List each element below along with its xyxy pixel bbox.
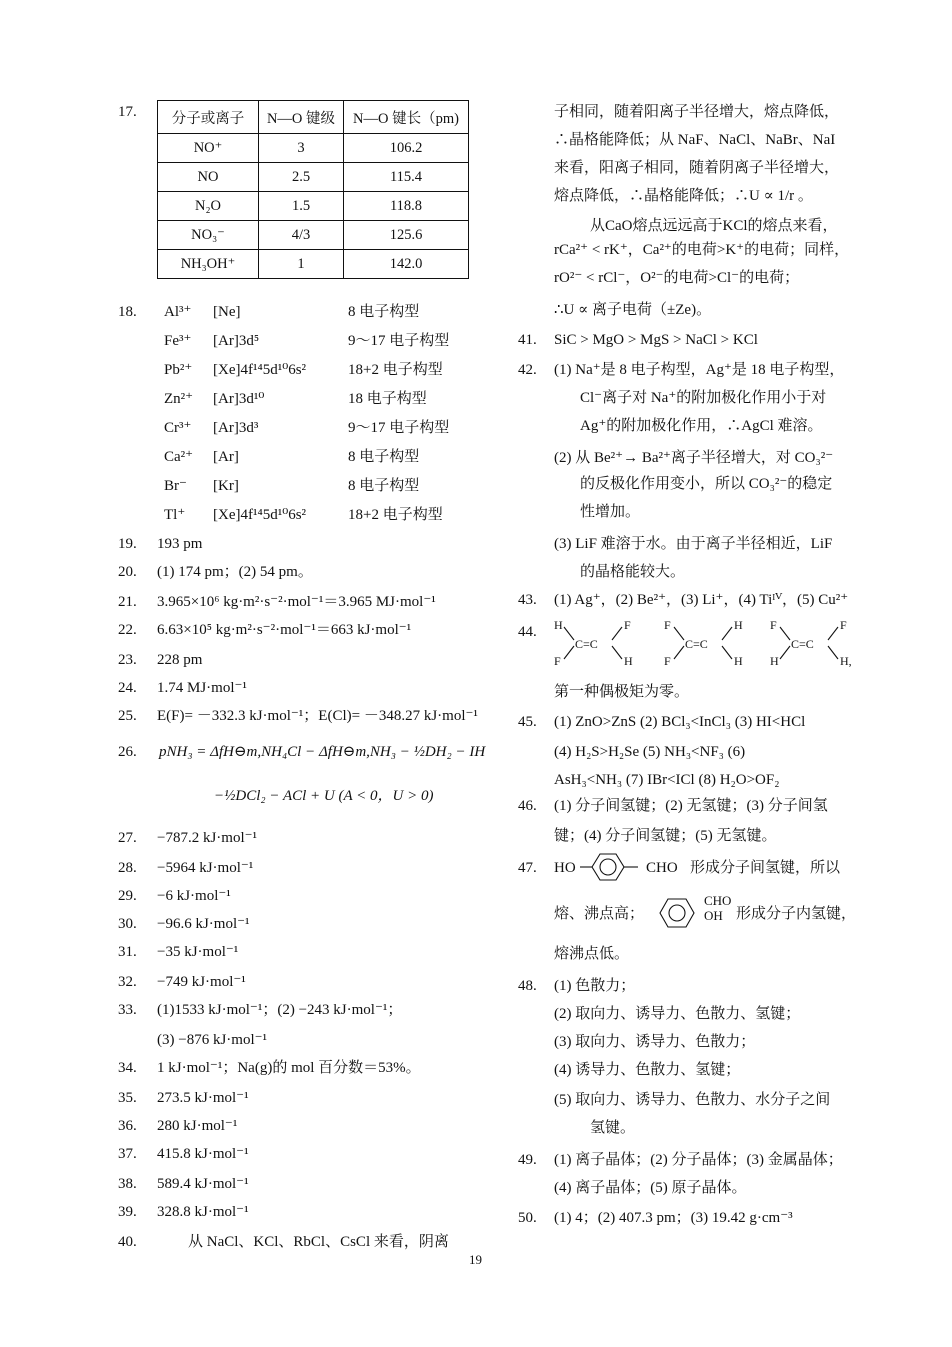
atom-label: F: [840, 618, 847, 632]
answer-number: 21.: [118, 594, 137, 610]
answer-text: 589.4 kJ·mol⁻¹: [157, 1176, 249, 1192]
q47-ho: HO: [554, 860, 576, 876]
atom-label: H,: [840, 654, 852, 668]
electron-config: [Xe]4f¹⁴5d¹⁰6s²: [213, 362, 307, 378]
paragraph-line: (4) H₂S>H₂Se (5) NH₃<NF₃ (6): [554, 744, 746, 760]
paragraph-line: 子相同，随着阳离子半径增大，熔点降低，: [554, 104, 840, 120]
paragraph-line: (1) ZnO>ZnS (2) BCl₃<InCl₃ (3) HI<HCl: [554, 714, 806, 730]
paragraph-line: 性增加。: [580, 504, 641, 520]
paragraph-line: 的反极化作用变小，所以 CO₃²⁻的稳定: [580, 476, 833, 492]
atom-label: H: [734, 618, 743, 632]
answer-text: 1.74 MJ·mol⁻¹: [157, 680, 247, 696]
answer-number: 36.: [118, 1118, 137, 1134]
config-type: 9～17 电子构型: [348, 333, 450, 349]
molecule-2: [664, 618, 743, 668]
answer-text: 273.5 kJ·mol⁻¹: [157, 1090, 249, 1106]
q47-number: 47.: [518, 860, 537, 876]
atom-label: H: [734, 654, 743, 668]
q44-number: 44.: [518, 624, 537, 640]
double-bond-label: C=C: [791, 637, 814, 651]
q43-text: (1) Ag⁺，(2) Be²⁺，(3) Li⁺，(4) Tiᴵⱽ，(5) Cu²⁺: [554, 592, 849, 608]
answer-number: 27.: [118, 830, 137, 846]
answer-text: −787.2 kJ·mol⁻¹: [157, 830, 258, 846]
answer-text: −5964 kJ·mol⁻¹: [157, 860, 254, 876]
q49-number: 49.: [518, 1152, 537, 1168]
answer-number: 22.: [118, 622, 137, 638]
paragraph-line: (1) Na⁺是 8 电子构型，Ag⁺是 18 电子构型，: [554, 362, 845, 378]
config-type: 18+2 电子构型: [348, 362, 443, 378]
ion-symbol: Br⁻: [164, 478, 187, 494]
ion-symbol: Ca²⁺: [164, 449, 194, 465]
paragraph-line: (2) 从 Be²⁺→ Ba²⁺离子半径增大，对 CO₃²⁻: [554, 450, 834, 466]
table-header: 分子或离子: [158, 101, 259, 134]
q44-note: 第一种偶极矩为零。: [554, 684, 690, 700]
atom-label: F: [664, 618, 671, 632]
answer-number: 24.: [118, 680, 137, 696]
table-cell: NO⁺: [158, 134, 259, 163]
atom-label: F: [624, 618, 631, 632]
table-header: N—O 键长（pm): [344, 101, 469, 134]
atom-label: H: [770, 654, 779, 668]
answer-text: E(F)= －332.3 kJ·mol⁻¹；E(Cl)= －348.27 kJ·mol⁻¹: [157, 708, 478, 724]
answer-number: 40.: [118, 1234, 137, 1250]
atom-label: F: [554, 654, 561, 668]
table-row: [158, 192, 469, 221]
atom-label: H: [554, 618, 563, 632]
table-cell: 118.8: [344, 192, 469, 221]
table-cell: 125.6: [344, 221, 469, 250]
paragraph-line: ∴晶格能降低；从 NaF、NaCl、NaBr、NaI: [554, 132, 836, 148]
paragraph-line: (3) LiF 难溶于水。由于离子半径相近，LiF: [554, 536, 833, 552]
table-cell: 1: [259, 250, 344, 279]
paragraph-line: 从CaO熔点远远高于KCl的熔点来看，: [590, 218, 838, 234]
table-cell: 106.2: [344, 134, 469, 163]
table-cell: 4/3: [259, 221, 344, 250]
answer-text: 1 kJ·mol⁻¹；Na(g)的 mol 百分数＝53%。: [157, 1060, 421, 1076]
table-cell: 3: [259, 134, 344, 163]
q47-text1: 形成分子间氢键，所以: [690, 860, 841, 876]
paragraph-line: (3) 取向力、诱导力、色散力；: [554, 1034, 756, 1050]
paragraph-line: (1) 色散力；: [554, 978, 636, 994]
electron-config: [Ar]3d³: [213, 420, 259, 436]
ion-symbol: Tl⁺: [164, 507, 186, 523]
atom-label: F: [664, 654, 671, 668]
answer-number: 28.: [118, 860, 137, 876]
table-row: [158, 221, 469, 250]
salicylaldehyde-ring-icon: [656, 895, 698, 931]
paragraph-line: Cl⁻离子对 Na⁺的附加极化作用小于对: [580, 390, 827, 406]
q46-number: 46.: [518, 798, 537, 814]
answer-text: (3) −876 kJ·mol⁻¹: [157, 1032, 268, 1048]
paragraph-line: 熔点降低，∴晶格能降低；∴U ∝ 1/r 。: [554, 188, 813, 204]
answer-text: 6.63×10⁵ kg·m²·s⁻²·mol⁻¹＝663 kJ·mol⁻¹: [157, 622, 412, 638]
q26-number: 26.: [118, 744, 137, 760]
paragraph-line: Ag⁺的附加极化作用，∴AgCl 难溶。: [580, 418, 823, 434]
ion-symbol: Pb²⁺: [164, 362, 193, 378]
electron-config: [Xe]4f¹⁴5d¹⁰6s²: [213, 507, 307, 523]
ion-symbol: Cr³⁺: [164, 420, 192, 436]
answer-text: −35 kJ·mol⁻¹: [157, 944, 239, 960]
q26-formula-line1: pNH₃ = ΔfH⊖m,NH₄Cl − ΔfH⊖m,NH₃ − ½DH₂ − IH: [159, 744, 486, 760]
table-row: [158, 250, 469, 279]
paragraph-line: 来看，阳离子相同，随着阴离子半径增大，: [554, 160, 840, 176]
paragraph-line: ∴U ∝ 离子电荷（±Ze)。: [554, 302, 712, 318]
electron-config: [Ar]3d¹⁰: [213, 391, 265, 407]
answer-number: 38.: [118, 1176, 137, 1192]
answer-text: 228 pm: [157, 652, 203, 668]
paragraph-line: rO²⁻ < rCl⁻，O²⁻的电荷>Cl⁻的电荷；: [554, 270, 800, 286]
config-type: 9～17 电子构型: [348, 420, 450, 436]
benzene-ring-icon: [578, 850, 640, 884]
answer-number: 29.: [118, 888, 137, 904]
page-number: 19: [469, 1252, 482, 1267]
q45-number: 45.: [518, 714, 537, 730]
answer-number: 35.: [118, 1090, 137, 1106]
answer-number: 25.: [118, 708, 137, 724]
q17-number: 17.: [118, 104, 137, 120]
ion-symbol: Zn²⁺: [164, 391, 194, 407]
ion-symbol: Fe³⁺: [164, 333, 192, 349]
paragraph-line: (1) 离子晶体；(2) 分子晶体；(3) 金属晶体；: [554, 1152, 843, 1168]
table-row: [158, 134, 469, 163]
answer-number: 23.: [118, 652, 137, 668]
answer-number: 32.: [118, 974, 137, 990]
answer-text: 3.965×10⁶ kg·m²·s⁻²·mol⁻¹＝3.965 MJ·mol⁻¹: [157, 594, 436, 610]
double-bond-label: C=C: [685, 637, 708, 651]
paragraph-line: (4) 诱导力、色散力、氢键；: [554, 1062, 741, 1078]
answer-text: 193 pm: [157, 536, 203, 552]
config-type: 8 电子构型: [348, 304, 420, 320]
paragraph-line: (1) 分子间氢键；(2) 无氢键；(3) 分子间氢: [554, 798, 828, 814]
molecule-1: [554, 618, 633, 668]
paragraph-line: 键；(4) 分子间氢键；(5) 无氢键。: [554, 828, 777, 844]
config-type: 8 电子构型: [348, 449, 420, 465]
answer-number: 37.: [118, 1146, 137, 1162]
table-cell: 1.5: [259, 192, 344, 221]
answer-number: 20.: [118, 564, 137, 580]
atom-label: F: [770, 618, 777, 632]
answer-text: 280 kJ·mol⁻¹: [157, 1118, 238, 1134]
q26-formula-line2: −½DCl₂ − ACl + U (A < 0，U > 0): [214, 788, 434, 804]
table-cell: NH₃OH⁺: [158, 250, 259, 279]
table-cell: 115.4: [344, 163, 469, 192]
atom-label: H: [624, 654, 633, 668]
table-cell: NO₃⁻: [158, 221, 259, 250]
table-header: N—O 键级: [259, 101, 344, 134]
q41-text: SiC > MgO > MgS > NaCl > KCl: [554, 332, 758, 348]
paragraph-line: rCa²⁺ < rK⁺，Ca²⁺的电荷>K⁺的电荷；同样，: [554, 242, 850, 258]
q47-sub-cho: CHO: [704, 893, 732, 908]
answer-text: −6 kJ·mol⁻¹: [157, 888, 231, 904]
electron-config: [Ne]: [213, 304, 241, 320]
q50-text: (1) 4；(2) 407.3 pm；(3) 19.42 g·cm⁻³: [554, 1210, 793, 1226]
paragraph-line: (5) 取向力、诱导力、色散力、水分子之间: [554, 1092, 831, 1108]
q47-sub-oh: OH: [704, 908, 723, 923]
q47-text2b: 形成分子内氢键，: [736, 906, 857, 922]
answer-number: 33.: [118, 1002, 137, 1018]
answer-number: 34.: [118, 1060, 137, 1076]
table-cell: NO: [158, 163, 259, 192]
config-type: 8 电子构型: [348, 478, 420, 494]
electron-config: [Ar]: [213, 449, 239, 465]
q48-number: 48.: [518, 978, 537, 994]
paragraph-line: AsH₃<NH₃ (7) IBr<ICl (8) H₂O>OF₂: [554, 772, 780, 788]
no-bond-table: [157, 100, 469, 279]
q50-number: 50.: [518, 1210, 537, 1226]
answer-text: (1)1533 kJ·mol⁻¹；(2) −243 kJ·mol⁻¹；: [157, 1002, 403, 1018]
molecule-3: [770, 618, 852, 668]
q18-number: 18.: [118, 304, 137, 320]
answer-text: 从 NaCl、KCl、RbCl、CsCl 来看，阴离: [188, 1234, 449, 1250]
q47-cho: CHO: [646, 860, 678, 876]
difluoroethene-isomers: [550, 615, 870, 671]
table-cell: 2.5: [259, 163, 344, 192]
ion-symbol: Al³⁺: [164, 304, 192, 320]
q47-text2a: 熔、沸点高；: [554, 906, 645, 922]
paragraph-line: 氢键。: [590, 1120, 636, 1136]
q42-number: 42.: [518, 362, 537, 378]
table-cell: 142.0: [344, 250, 469, 279]
answer-number: 30.: [118, 916, 137, 932]
paragraph-line: (2) 取向力、诱导力、色散力、氢键；: [554, 1006, 801, 1022]
answer-text: 415.8 kJ·mol⁻¹: [157, 1146, 249, 1162]
double-bond-label: C=C: [575, 637, 598, 651]
answer-number: 31.: [118, 944, 137, 960]
electron-config: [Kr]: [213, 478, 239, 494]
q43-number: 43.: [518, 592, 537, 608]
paragraph-line: (4) 离子晶体；(5) 原子晶体。: [554, 1180, 747, 1196]
answer-number: 39.: [118, 1204, 137, 1220]
answer-text: −96.6 kJ·mol⁻¹: [157, 916, 250, 932]
table-row: [158, 163, 469, 192]
q41-number: 41.: [518, 332, 537, 348]
paragraph-line: 的晶格能较大。: [580, 564, 686, 580]
config-type: 18+2 电子构型: [348, 507, 443, 523]
answer-text: 328.8 kJ·mol⁻¹: [157, 1204, 249, 1220]
table-cell: N₂O: [158, 192, 259, 221]
answer-text: −749 kJ·mol⁻¹: [157, 974, 246, 990]
answer-text: (1) 174 pm；(2) 54 pm。: [157, 564, 313, 580]
config-type: 18 电子构型: [348, 391, 427, 407]
answer-number: 19.: [118, 536, 137, 552]
electron-config: [Ar]3d⁵: [213, 333, 260, 349]
q47-text3: 熔沸点低。: [554, 946, 630, 962]
